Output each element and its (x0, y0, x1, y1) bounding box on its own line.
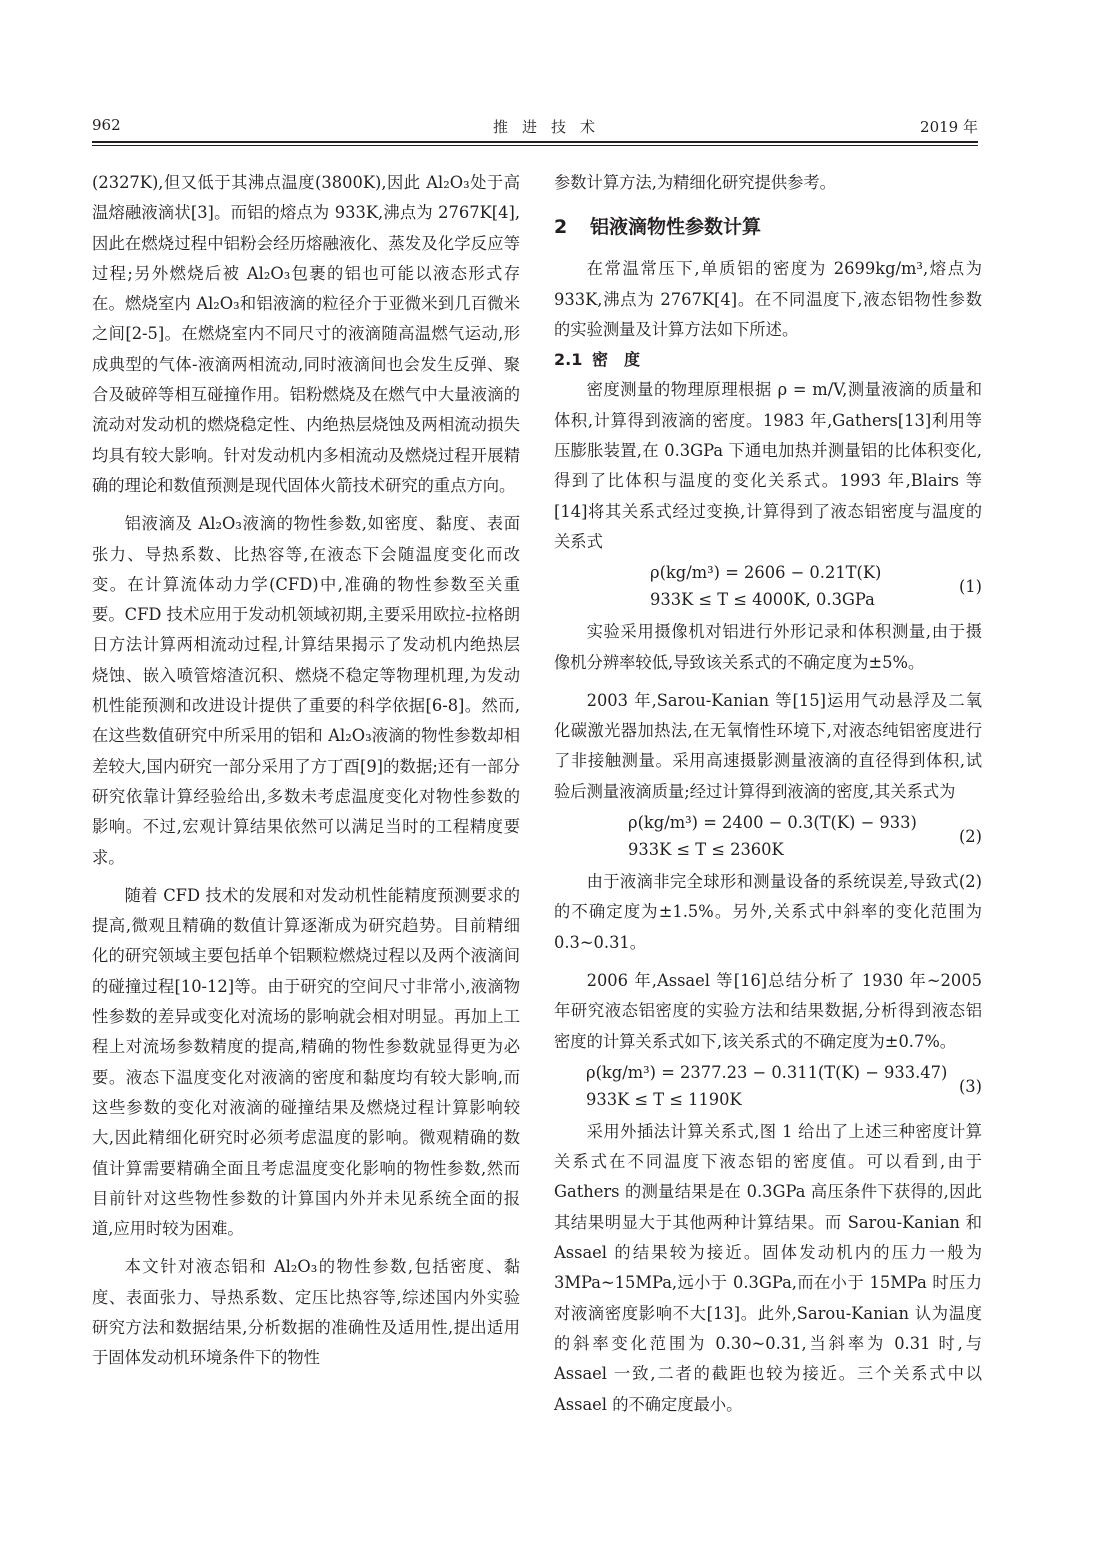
left-paragraph-1: (2327K),但又低于其沸点温度(3800K),因此 Al₂O₃处于高温熔融液滴状[3]。而铝的熔点为 933K,沸点为 2767K[4],因此在燃烧过程中铝粉会经历熔融液化、蒸发及化学反应等过程;另外燃烧后被 Al₂O₃包裹的铝也可能以液态形式存在。燃烧室内 Al₂O₃和铝液滴的粒径介于亚微米到几百微米之间[2-5]。在燃烧室内不同尺寸的液滴随高温燃气运动,形成典型的气体-液滴两相流动,同时液滴间也会发生反弹、聚合及破碎等相互碰撞作用。铝粉燃烧及在燃气中大量液滴的流动对发动机的燃烧稳定性、内绝热层烧蚀及两相流动损失均具有较大影响。针对发动机内多相流动及燃烧过程开展精确的理论和数值预测是现代固体火箭技术研究的重点方向。 (92, 173, 520, 495)
equation-1-number: (1) (958, 577, 982, 597)
right-paragraph-7: 采用外插法计算关系式,图 1 给出了上述三种密度计算关系式在不同温度下液态铝的密度值。可以看到,由于 Gathers 的测量结果是在 0.3GPa 高压条件下获得的,因此其结果明显大于其他两种计算结果。而 Sarou-Kanian 和 Assael 的结果较为接近。固体发动机内的压力一般为 3MPa~15MPa,远小于 0.3GPa,而在小于 15MPa 时压力对液滴密度影响不大[13]。此外,Sarou-Kanian 认为温度的斜率变化范围为 0.30~0.31,当斜率为 0.31 时,与 Assael 一致,二者的截距也较为接近。三个关系式中以 Assael 的不确定度最小。 (554, 1121, 982, 1414)
left-paragraph-3: 随着 CFD 技术的发展和对发动机性能精度预测要求的提高,微观且精确的数值计算逐渐成为研究趋势。目前精细化的研究领域主要包括单个铝颗粒燃烧过程以及两个液滴间的碰撞过程[10-12]等。由于研究的空间尺寸非常小,液滴物性参数的差异或变化对流场的影响就会相对明显。再加上工程上对流场参数精度的提高,精确的物性参数就显得更为必要。液态下温度变化对液滴的密度和黏度均有较大影响,而这些参数的变化对液滴的碰撞结果及燃烧过程计算影响较大,因此精细化研究时必须考虑温度的影响。微观精确的数值计算需要精确全面且考虑温度变化影响的物性参数,然而目前针对这些物性参数的计算国内外并未见系统全面的报道,应用时较为困难。 (92, 885, 520, 1239)
right-paragraph-3: 实验采用摄像机对铝进行外形记录和体积测量,由于摄像机分辨率较低,导致该关系式的不确定度为±5%。 (554, 622, 982, 672)
equation-3 (554, 1059, 982, 1113)
right-paragraph-5: 由于液滴非完全球形和测量设备的系统误差,导致式(2)的不确定度为±1.5%。另外,关系式中斜率的变化范围为 0.3~0.31。 (554, 872, 982, 952)
subsection-number: 2.1 (554, 350, 583, 370)
equation-1-formula: ρ(kg/m³) = 2606 − 0.21T(K) (650, 563, 882, 583)
publication-year: 2019 年 (920, 118, 978, 136)
section-number: 2 (554, 216, 568, 239)
header-rule-thin (92, 145, 978, 146)
equation-1-range: 933K ≤ T ≤ 4000K, 0.3GPa (650, 590, 875, 610)
equation-2-formula: ρ(kg/m³) = 2400 − 0.3(T(K) − 933) (628, 813, 917, 833)
left-paragraph-2: 铝液滴及 Al₂O₃液滴的物性参数,如密度、黏度、表面张力、导热系数、比热容等,在液态下会随温度变化而改变。在计算流体动力学(CFD)中,准确的物性参数至关重要。CFD 技术应用于发动机领域初期,主要采用欧拉-拉格朗日方法计算两相流动过程,计算结果揭示了发动机内绝热层烧蚀、嵌入喷管熔渣沉积、燃烧不稳定等物理机理,为发动机性能预测和改进设计提供了重要的科学依据[6-8]。然而,在这些数值研究中所采用的铝和 Al₂O₃液滴的物性参数却相差较大,国内研究一部分采用了方丁酉[9]的数据;还有一部分研究依靠计算经验给出,多数未考虑温度变化对物性参数的影响。不过,宏观计算结果依然可以满足当时的工程精度要求。 (92, 514, 520, 867)
equation-2 (554, 809, 982, 863)
equation-3-range: 933K ≤ T ≤ 1190K (586, 1089, 742, 1109)
equation-3-formula: ρ(kg/m³) = 2377.23 − 0.311(T(K) − 933.47) (586, 1062, 948, 1082)
right-column (554, 168, 982, 1420)
left-paragraph-4: 本文针对液态铝和 Al₂O₃的物性参数,包括密度、黏度、表面张力、导热系数、定压比热容等,综述国内外实验研究方法和数据结果,分析数据的准确性及适用性,提出适用于固体发动机环境条件下的物性 (92, 1257, 520, 1368)
right-paragraph-1: 在常温常压下,单质铝的密度为 2699kg/m³,熔点为 933K,沸点为 2767K[4]。在不同温度下,液态铝物性参数的实验测量及计算方法如下所述。 (554, 259, 982, 339)
subsection-heading-2-1 (554, 345, 982, 375)
right-paragraph-6: 2006 年,Assael 等[16]总结分析了 1930 年~2005 年研究液态铝密度的实验方法和结果数据,分析得到液态铝密度的计算关系式如下,该关系式的不确定度为±0.7%。 (554, 970, 982, 1051)
section-heading-2 (554, 212, 982, 242)
equation-3-number: (3) (958, 1076, 982, 1096)
subsection-title: 密 度 (592, 350, 641, 370)
right-paragraph-4: 2003 年,Sarou-Kanian 等[15]运用气动悬浮及二氧化碳激光器加热法,在无氧惰性环境下,对液态纯铝密度进行了非接触测量。采用高速摄影测量液滴的直径得到体积,试验后测量液滴质量;经过计算得到液滴的密度,其关系式为 (554, 690, 982, 801)
header-rule-thick (92, 141, 978, 143)
equation-2-number: (2) (958, 827, 982, 847)
equation-2-range: 933K ≤ T ≤ 2360K (628, 840, 784, 860)
equation-1 (554, 559, 982, 613)
page-number: 962 (92, 116, 121, 134)
left-column (92, 168, 520, 1374)
section-title: 铝液滴物性参数计算 (590, 216, 762, 239)
right-paragraph-0: 参数计算方法,为精细化研究提供参考。 (554, 173, 836, 192)
journal-name: 推进技术 (492, 118, 609, 136)
right-paragraph-2: 密度测量的物理原理根据 ρ = m/V,测量液滴的质量和体积,计算得到液滴的密度。1983 年,Gathers[13]利用等压膨胀装置,在 0.3GPa 下通电加热并测量铝的比体积变化,得到了比体积与温度的变化关系式。1993 年,Blairs 等[14]将其关系式经过变换,计算得到了液态铝密度与温度的关系式 (554, 380, 982, 551)
